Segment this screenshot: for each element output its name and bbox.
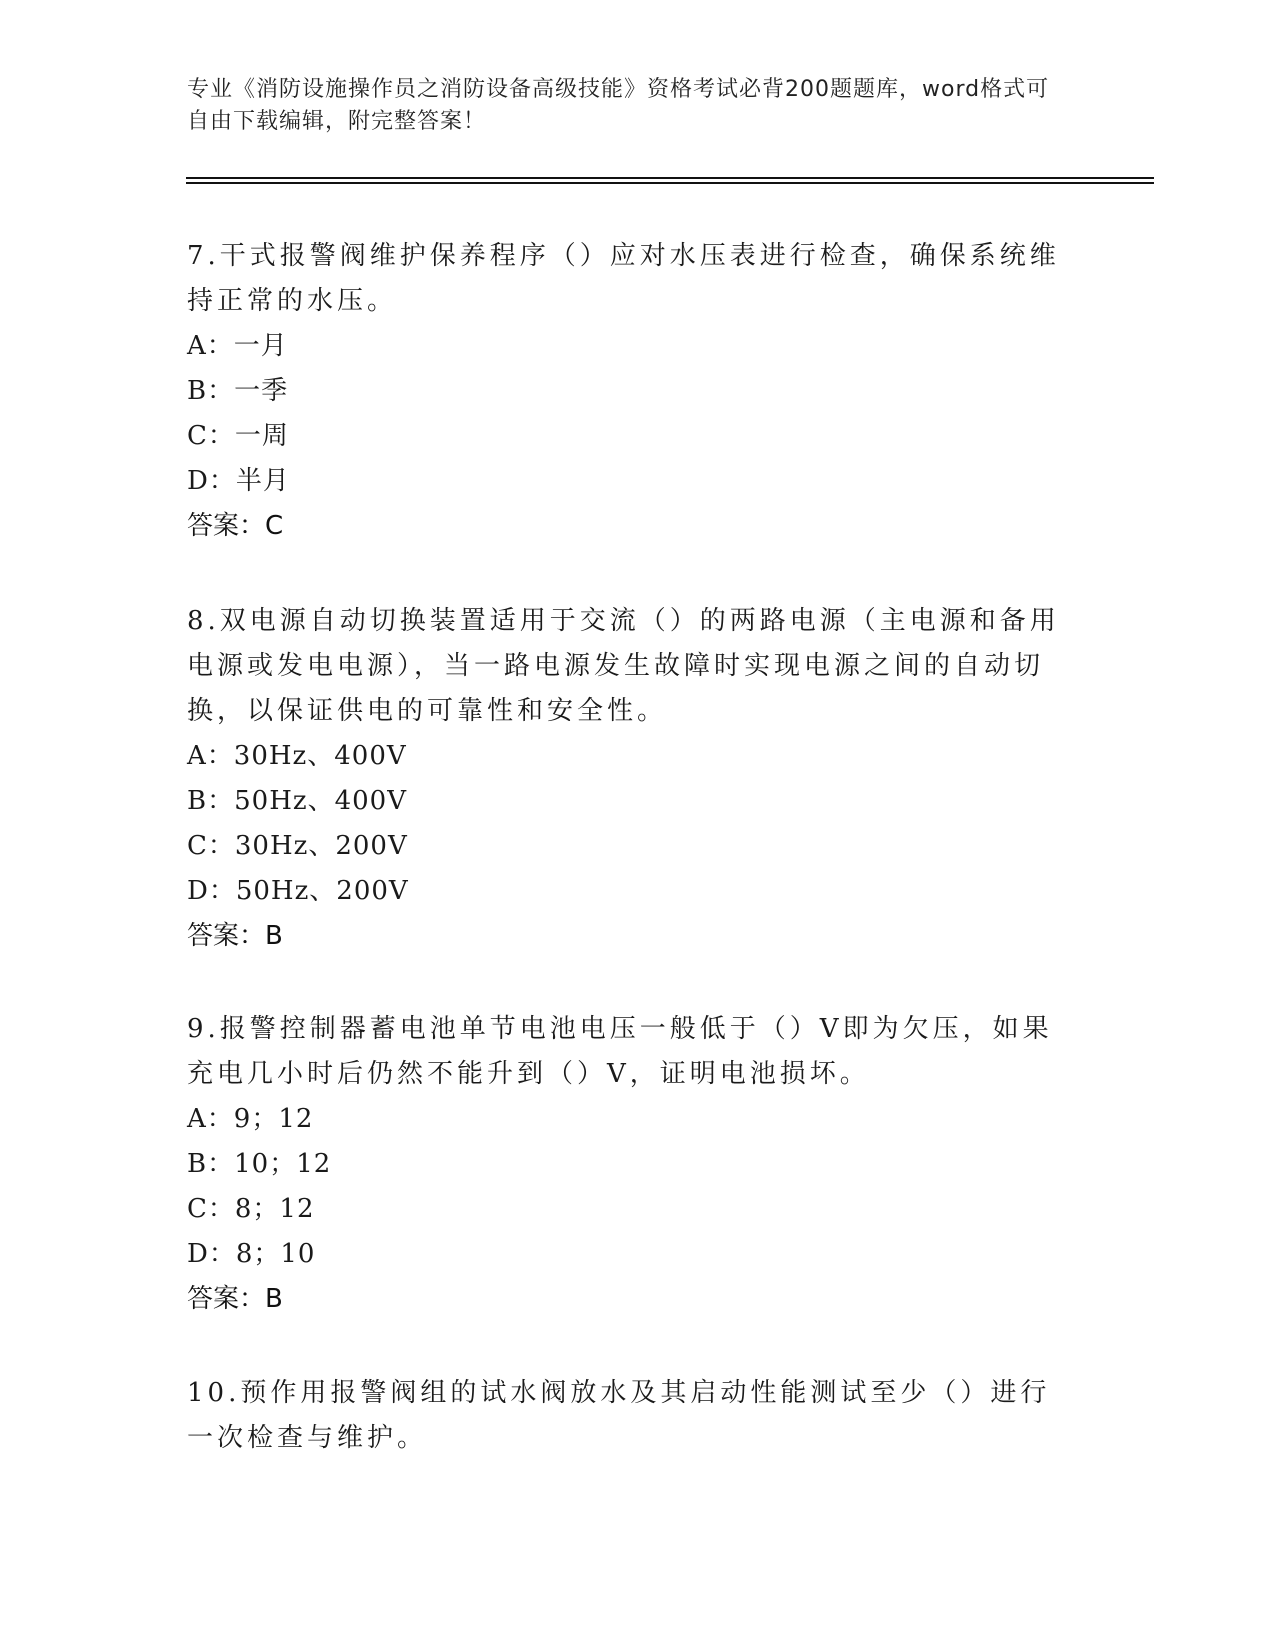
question-stem: 10.预作用报警阀组的试水阀放水及其启动性能测试至少（）进行一次检查与维护。 [187, 1378, 1051, 1453]
option-b: B：50Hz、400V [187, 786, 407, 816]
question-stem: 7.干式报警阀维护保养程序（）应对水压表进行检查，确保系统维持正常的水压。 [187, 241, 1060, 316]
answer-line: 答案：B [187, 921, 283, 951]
option-c: C：一周 [187, 421, 289, 451]
question-9 [187, 1007, 1077, 1322]
question-7 [187, 234, 1077, 549]
option-d: D：半月 [187, 466, 290, 496]
question-stem: 8.双电源自动切换装置适用于交流（）的两路电源（主电源和备用电源或发电电源），当一路电源发生故障时实现电源之间的自动切换，以保证供电的可靠性和安全性。 [187, 606, 1060, 726]
option-a: A：30Hz、400V [187, 741, 407, 771]
option-c: C：8；12 [187, 1194, 315, 1224]
option-d: D：8；10 [187, 1239, 316, 1269]
header-divider-bottom [186, 182, 1154, 184]
option-b: B：一季 [187, 376, 289, 406]
option-c: C：30Hz、200V [187, 831, 408, 861]
header-divider-top [186, 177, 1154, 179]
option-a: A：一月 [187, 331, 288, 361]
question-stem: 9.报警控制器蓄电池单节电池电压一般低于（）V即为欠压，如果充电几小时后仍然不能升到（）V，证明电池损坏。 [187, 1014, 1053, 1089]
answer-line: 答案：B [187, 1284, 283, 1314]
option-d: D：50Hz、200V [187, 876, 409, 906]
document-header: 专业《消防设施操作员之消防设备高级技能》资格考试必背200题题库，word格式可自由下载编辑，附完整答案！ [187, 77, 1050, 134]
option-b: B：10；12 [187, 1149, 332, 1179]
question-10 [187, 1371, 1077, 1461]
answer-line: 答案：C [187, 511, 284, 541]
option-a: A：9；12 [187, 1104, 314, 1134]
question-8 [187, 599, 1077, 959]
